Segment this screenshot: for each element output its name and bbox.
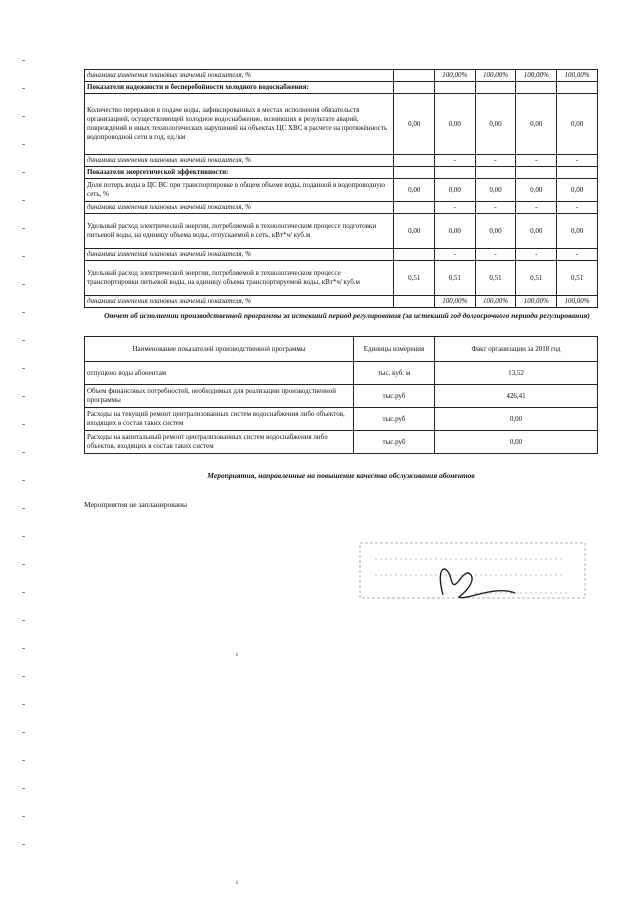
indicator-value: 100,00% bbox=[516, 70, 557, 82]
indicator-label: динамика изменения плановых значений показателя, % bbox=[85, 249, 394, 261]
indicator-value: 100,00% bbox=[516, 296, 557, 308]
indicator-value: 0,00 bbox=[394, 94, 434, 155]
margin-dash bbox=[22, 368, 25, 369]
margin-dash bbox=[22, 228, 25, 229]
table-row bbox=[85, 431, 598, 454]
margin-dash bbox=[22, 508, 25, 509]
indicator-value bbox=[516, 167, 557, 179]
indicator-value: 100,00% bbox=[434, 296, 475, 308]
indicator-value: 0,00 bbox=[434, 179, 475, 202]
indicator-row-sec bbox=[85, 167, 598, 179]
indicator-label: динамика изменения плановых значений показателя, % bbox=[85, 70, 394, 82]
margin-dash bbox=[22, 88, 25, 89]
indicator-value: 0,00 bbox=[475, 179, 516, 202]
indicator-value: 0,51 bbox=[394, 261, 434, 296]
indicator-value: 0,51 bbox=[434, 261, 475, 296]
indicator-value bbox=[516, 82, 557, 94]
indicator-value: - bbox=[557, 249, 598, 261]
indicator-value: - bbox=[557, 202, 598, 214]
table-cell: тыс. куб. м bbox=[354, 362, 435, 385]
indicator-value bbox=[394, 70, 434, 82]
report-title: Отчет об исполнении производственной программы за истекший период регулирования (за истекший год долгосрочного периода регулирования) bbox=[104, 311, 590, 320]
indicator-value bbox=[434, 82, 475, 94]
margin-dash bbox=[22, 648, 25, 649]
table-cell: отпущено воды абонентам bbox=[85, 362, 354, 385]
indicator-value: 0,00 bbox=[516, 179, 557, 202]
indicator-value: - bbox=[516, 155, 557, 167]
indicator-value: 100,00% bbox=[475, 70, 516, 82]
indicator-row-data bbox=[85, 261, 598, 296]
indicator-value: 0,00 bbox=[516, 94, 557, 155]
table-cell: Расходы на капитальный ремонт централизованных систем водоснабжения либо объектов, входящих в состав таких систем bbox=[85, 431, 354, 454]
indicator-value bbox=[475, 82, 516, 94]
measures-title: Мероприятия, направленные на повышение качества обслуживания абонентов bbox=[207, 471, 475, 480]
indicator-value bbox=[394, 249, 434, 261]
indicator-row-dyn bbox=[85, 155, 598, 167]
indicator-row-data bbox=[85, 179, 598, 202]
indicator-value: 0,00 bbox=[516, 214, 557, 249]
indicator-value: 0,00 bbox=[557, 179, 598, 202]
table-cell: тыс.руб bbox=[354, 385, 435, 408]
margin-dash bbox=[22, 424, 25, 425]
indicator-value: 0,00 bbox=[394, 179, 434, 202]
margin-dash bbox=[22, 200, 25, 201]
margin-dash bbox=[22, 732, 25, 733]
margin-dash bbox=[22, 480, 25, 481]
indicator-label: Показатели энергетической эффективности: bbox=[85, 167, 394, 179]
stray-mark: ı bbox=[236, 650, 238, 658]
margin-dash bbox=[22, 564, 25, 565]
margin-dash bbox=[22, 312, 25, 313]
indicator-value: 0,51 bbox=[557, 261, 598, 296]
margin-dash bbox=[22, 340, 25, 341]
indicator-value: - bbox=[557, 155, 598, 167]
indicator-label: Удельный расход электрической энергии, потребляемой в технологическом процессе подготовки питьевой воды, на единицу объема воды, отпускаемой в сеть, кВт*ч/ куб.м bbox=[85, 214, 394, 249]
indicator-value: - bbox=[434, 202, 475, 214]
column-header: Наименование показателей производственной программы bbox=[85, 337, 354, 362]
indicator-value: - bbox=[434, 155, 475, 167]
indicator-value: 0,51 bbox=[475, 261, 516, 296]
margin-dash bbox=[22, 452, 25, 453]
table-cell: Расходы на текущий ремонт централизованных систем водоснабжения либо объектов, входящих в состав таких систем bbox=[85, 408, 354, 431]
indicator-row-dyn bbox=[85, 249, 598, 261]
indicator-label: динамика изменения плановых значений показателя, % bbox=[85, 202, 394, 214]
indicator-value bbox=[557, 82, 598, 94]
table-cell: 13,52 bbox=[435, 362, 598, 385]
column-header: Единицы измерения bbox=[354, 337, 435, 362]
margin-dash bbox=[22, 116, 25, 117]
indicator-value: 100,00% bbox=[434, 70, 475, 82]
indicator-value bbox=[475, 167, 516, 179]
indicator-value: - bbox=[516, 202, 557, 214]
margin-dash bbox=[22, 676, 25, 677]
indicator-row-dyn bbox=[85, 70, 598, 82]
indicator-label: Удельный расход электрической энергии, потребляемой в технологическом процессе транспортировки питьевой воды, на единицу объема транспортируемой воды, кВт*ч/ куб.м bbox=[85, 261, 394, 296]
measures-text: Мероприятия не запланированы bbox=[84, 500, 188, 509]
indicator-value: 0,00 bbox=[475, 214, 516, 249]
indicators-table bbox=[84, 69, 598, 308]
table-header-row bbox=[85, 337, 598, 362]
margin-dash bbox=[22, 536, 25, 537]
margin-dash bbox=[22, 396, 25, 397]
indicator-value bbox=[557, 167, 598, 179]
margin-dash bbox=[22, 788, 25, 789]
margin-dash bbox=[22, 760, 25, 761]
indicator-row-dyn bbox=[85, 202, 598, 214]
indicator-value: - bbox=[434, 249, 475, 261]
indicator-value: - bbox=[516, 249, 557, 261]
stray-mark: ı bbox=[236, 878, 238, 886]
indicator-value: - bbox=[475, 249, 516, 261]
indicator-value: - bbox=[475, 202, 516, 214]
stamp-signature-image bbox=[355, 535, 605, 605]
margin-dash bbox=[22, 844, 25, 845]
indicator-value: 100,00% bbox=[557, 296, 598, 308]
indicator-value bbox=[394, 82, 434, 94]
indicator-row-sec bbox=[85, 82, 598, 94]
indicator-label: Доля потерь воды в ЦС ВС при транспортировке в общем объеме воды, поданной в водопроводную сеть, % bbox=[85, 179, 394, 202]
indicator-value: 100,00% bbox=[557, 70, 598, 82]
indicator-row-data bbox=[85, 94, 598, 155]
table-cell: 0,00 bbox=[435, 431, 598, 454]
table-cell: 0,00 bbox=[435, 408, 598, 431]
margin-dash bbox=[22, 284, 25, 285]
indicator-label: Показатели надежности и бесперебойности холодного водоснабжения: bbox=[85, 82, 394, 94]
margin-dash bbox=[22, 592, 25, 593]
table-row bbox=[85, 362, 598, 385]
indicator-value: 0,00 bbox=[475, 94, 516, 155]
indicator-value bbox=[394, 167, 434, 179]
table-row bbox=[85, 408, 598, 431]
column-header: Факт организации за 2018 год bbox=[435, 337, 598, 362]
indicator-value: 0,00 bbox=[394, 214, 434, 249]
indicator-value: 0,00 bbox=[434, 214, 475, 249]
margin-dash bbox=[22, 144, 25, 145]
indicator-value: 0,00 bbox=[557, 94, 598, 155]
margin-dash bbox=[22, 60, 25, 61]
indicator-value bbox=[394, 296, 434, 308]
table-cell: Объем финансовых потребностей, необходимых для реализации производственной программы bbox=[85, 385, 354, 408]
indicator-value: 0,00 bbox=[434, 94, 475, 155]
margin-dash bbox=[22, 704, 25, 705]
margin-dash bbox=[22, 620, 25, 621]
indicator-value: 0,51 bbox=[516, 261, 557, 296]
table-row bbox=[85, 385, 598, 408]
table-cell: 426,41 bbox=[435, 385, 598, 408]
production-program-table bbox=[84, 336, 598, 454]
indicator-row-data bbox=[85, 214, 598, 249]
margin-dash bbox=[22, 816, 25, 817]
indicator-row-dyn bbox=[85, 296, 598, 308]
margin-dash bbox=[22, 256, 25, 257]
indicator-label: динамика изменения плановых значений показателя, % bbox=[85, 296, 394, 308]
indicator-label: динамика изменения плановых значений показателя, % bbox=[85, 155, 394, 167]
indicator-value: 0,00 bbox=[557, 214, 598, 249]
indicator-value bbox=[394, 155, 434, 167]
indicator-label: Количество перерывов в подаче воды, зафиксированных в местах исполнения обязательств организацией, осуществляющей холодное водоснабжение, возникших в результате аварий, повреждений и иных технологических нарушений на объектах ЦС ХВС в расчете на протяжённость водопроводной сети в год, ед./км bbox=[85, 94, 394, 155]
indicator-value: 100,00% bbox=[475, 296, 516, 308]
indicator-value bbox=[394, 202, 434, 214]
table-cell: тыс.руб bbox=[354, 431, 435, 454]
indicator-value bbox=[434, 167, 475, 179]
table-cell: тыс.руб bbox=[354, 408, 435, 431]
indicator-value: - bbox=[475, 155, 516, 167]
margin-dash bbox=[22, 172, 25, 173]
